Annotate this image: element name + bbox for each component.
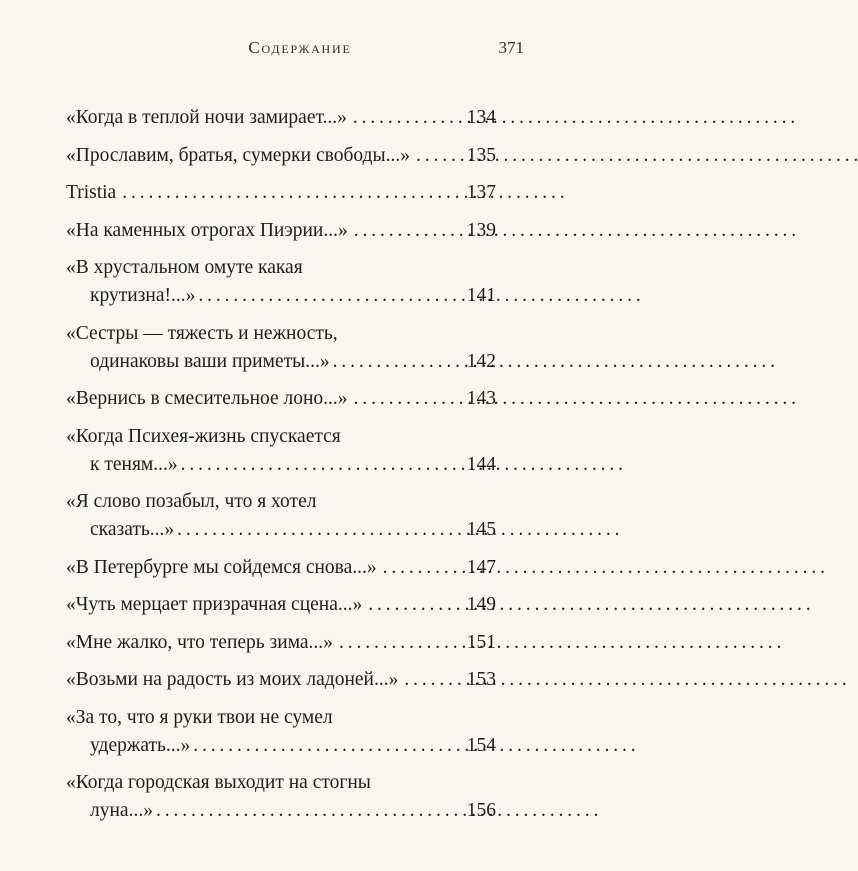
toc-entry bbox=[66, 704, 496, 760]
toc-entry-title: «Чуть мерцает призрачная сцена...» bbox=[66, 594, 363, 615]
toc-entry-title: Tristia bbox=[66, 182, 117, 203]
toc-entry-first-line bbox=[66, 591, 496, 619]
toc-entry-title: «В Петербурге мы сойдемся снова...» bbox=[66, 556, 377, 578]
toc-dot-leader bbox=[181, 451, 464, 479]
toc-entry-continuation-line bbox=[66, 732, 496, 760]
toc-entry-title: одинаковы ваши приметы...» bbox=[90, 350, 330, 372]
toc-dot-leader bbox=[354, 217, 464, 245]
toc-entry-title: «На каменных отрогах Пиэрии...» bbox=[66, 219, 348, 241]
toc-entry-title: «Вернись в смесительное лоно...» bbox=[66, 388, 348, 409]
toc-entry bbox=[66, 217, 496, 245]
toc-entry-continuation-line bbox=[66, 282, 496, 310]
toc-entry-page-number: 134 bbox=[466, 107, 496, 128]
toc-dot-leader bbox=[193, 732, 463, 760]
toc-entry-page-number: 153 bbox=[466, 669, 496, 690]
toc-entry-continuation-line bbox=[66, 797, 496, 825]
page-number: 371 bbox=[498, 38, 524, 57]
toc-entry-page-number: 141 bbox=[466, 285, 496, 306]
toc-entry-title: удержать...» bbox=[90, 734, 191, 756]
toc-entry-title: «Когда Психея-жизнь спускается bbox=[66, 425, 341, 447]
toc-dot-leader bbox=[333, 348, 464, 376]
toc-entry-title: «Я слово позабыл, что я хотел bbox=[66, 491, 317, 512]
toc-entry-page-number: 145 bbox=[466, 519, 496, 540]
toc-entry-continuation-line bbox=[66, 348, 496, 376]
toc-dot-leader bbox=[404, 666, 463, 694]
toc-dot-leader bbox=[383, 554, 464, 582]
toc-entry-page-number: 137 bbox=[466, 182, 496, 203]
toc-dot-leader bbox=[198, 282, 463, 310]
toc-entry-first-line bbox=[66, 704, 496, 732]
toc-entry bbox=[66, 554, 496, 582]
toc-entry-page-number: 147 bbox=[466, 556, 496, 578]
toc-entry bbox=[66, 179, 496, 207]
toc-entry-page-number: 151 bbox=[466, 631, 496, 653]
toc-entry-title: крутизна!...» bbox=[90, 285, 196, 306]
toc-entry-page-number: 144 bbox=[466, 453, 496, 475]
running-head bbox=[0, 38, 600, 68]
toc-dot-leader bbox=[416, 142, 464, 170]
toc-entry-continuation-line bbox=[66, 451, 496, 479]
toc-entry bbox=[66, 385, 496, 413]
toc-entry-first-line bbox=[66, 769, 496, 797]
toc-entry bbox=[66, 591, 496, 619]
toc-entry-first-line bbox=[66, 104, 496, 132]
toc-entry-title: «Возьми на радость из моих ладоней...» bbox=[66, 669, 399, 690]
toc-entry bbox=[66, 423, 496, 479]
toc-entry-first-line bbox=[66, 666, 496, 694]
toc-entry-page-number: 139 bbox=[466, 219, 496, 241]
toc-entry-first-line bbox=[66, 179, 496, 207]
toc-entry-first-line bbox=[66, 254, 496, 282]
toc-entry-title: «Когда в теплой ночи замирает...» bbox=[66, 107, 347, 128]
toc-entry bbox=[66, 142, 496, 170]
toc-entry-continuation-line bbox=[66, 516, 496, 544]
toc-dot-leader bbox=[339, 629, 464, 657]
toc-entry bbox=[66, 254, 496, 310]
toc-dot-leader bbox=[354, 385, 464, 413]
toc-entry-title: «Прославим, братья, сумерки свободы...» bbox=[66, 144, 410, 166]
toc-entry-page-number: 149 bbox=[466, 594, 496, 615]
toc-entry bbox=[66, 629, 496, 657]
table-of-contents bbox=[66, 104, 496, 835]
toc-entry-first-line bbox=[66, 488, 496, 516]
toc-entry-title: «В хрустальном омуте какая bbox=[66, 257, 303, 278]
toc-dot-leader bbox=[122, 179, 464, 207]
running-title: Содержание bbox=[248, 38, 352, 57]
toc-entry bbox=[66, 320, 496, 376]
toc-entry-page-number: 142 bbox=[466, 350, 496, 372]
toc-entry bbox=[66, 769, 496, 825]
toc-entry-page-number: 143 bbox=[466, 388, 496, 409]
toc-entry-page-number: 135 bbox=[466, 144, 496, 166]
toc-entry-title: «За то, что я руки твои не сумел bbox=[66, 706, 333, 728]
toc-entry-title: к теням...» bbox=[90, 453, 178, 475]
toc-entry bbox=[66, 666, 496, 694]
toc-entry-first-line bbox=[66, 554, 496, 582]
toc-entry-title: «Мне жалко, что теперь зима...» bbox=[66, 631, 333, 653]
toc-entry-title: сказать...» bbox=[90, 519, 175, 540]
toc-dot-leader bbox=[177, 516, 464, 544]
toc-entry-first-line bbox=[66, 629, 496, 657]
toc-entry-page-number: 156 bbox=[466, 800, 496, 821]
toc-entry-first-line bbox=[66, 320, 496, 348]
toc-dot-leader bbox=[368, 591, 463, 619]
toc-entry-title: «Сестры — тяжесть и нежность, bbox=[66, 322, 338, 344]
toc-entry-first-line bbox=[66, 142, 496, 170]
toc-entry bbox=[66, 488, 496, 544]
toc-dot-leader bbox=[353, 104, 464, 132]
toc-entry-first-line bbox=[66, 217, 496, 245]
toc-entry-first-line bbox=[66, 385, 496, 413]
toc-entry-page-number: 154 bbox=[466, 734, 496, 756]
toc-entry-title: луна...» bbox=[90, 800, 153, 821]
toc-entry-title: «Когда городская выходит на стогны bbox=[66, 772, 371, 793]
toc-entry-first-line bbox=[66, 423, 496, 451]
toc-entry bbox=[66, 104, 496, 132]
toc-dot-leader bbox=[156, 797, 464, 825]
